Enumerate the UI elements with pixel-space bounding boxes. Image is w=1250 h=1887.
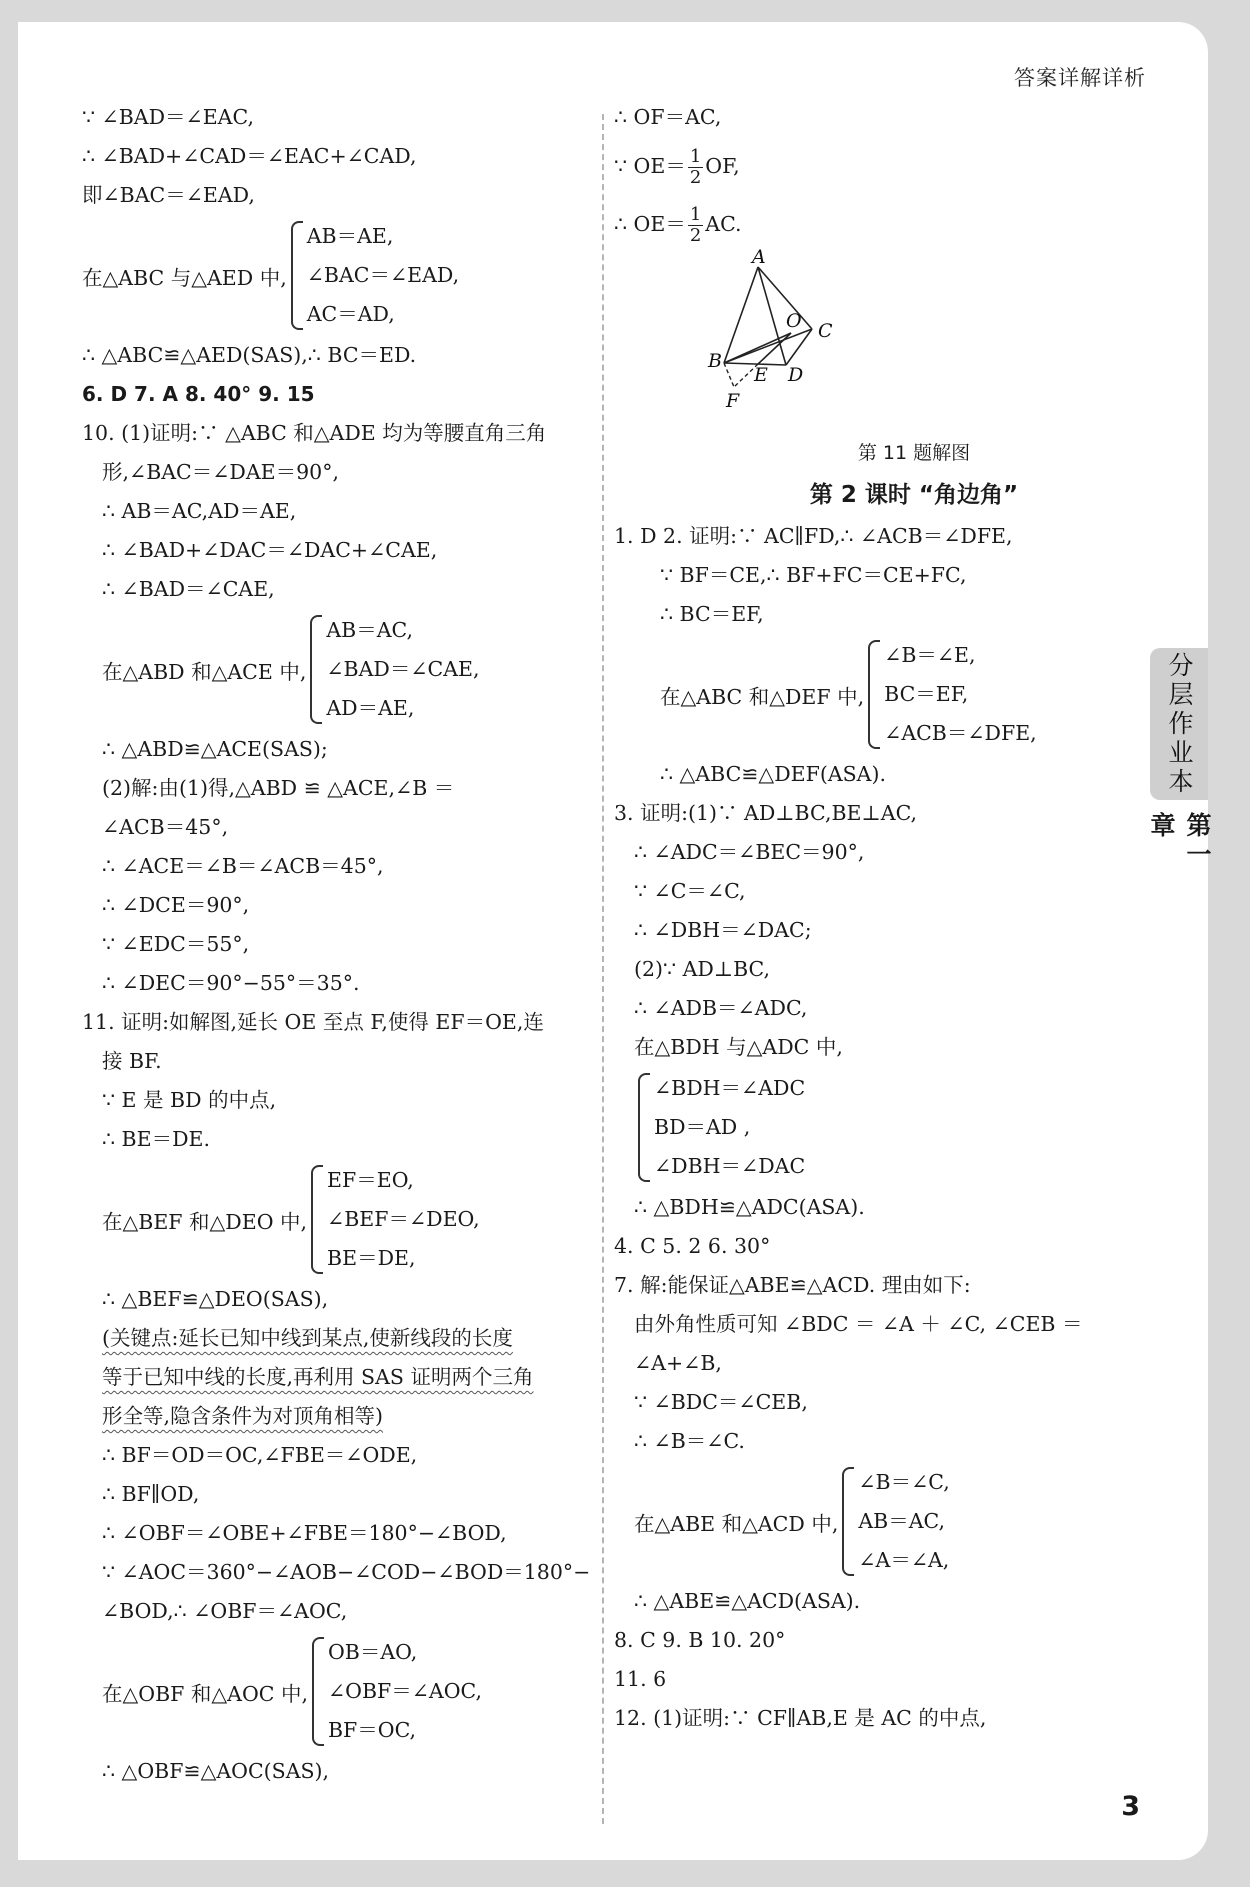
figure-11-diagram <box>614 246 1174 433</box>
left-column <box>82 98 602 1791</box>
text-line: 3. 证明:(1)∵ AD⊥BC,BE⊥AC, <box>614 801 918 825</box>
fraction-post: AC. <box>705 212 742 236</box>
equation-line: ∠ACB＝∠DFE, <box>884 721 1037 745</box>
key-point-line: 等于已知中线的长度,再利用 SAS 证明两个三角 <box>102 1365 534 1389</box>
label-f: F <box>726 390 740 412</box>
equation-line: ∠A＝∠A, <box>858 1548 950 1572</box>
text-line: ∴ ∠OBF＝∠OBE+∠FBE＝180°−∠BOD, <box>102 1521 507 1545</box>
brace <box>842 1467 854 1576</box>
text-line: ∵ ∠AOC＝360°−∠AOB−∠COD−∠BOD＝180°− <box>102 1560 591 1584</box>
right-column <box>614 98 1174 1738</box>
equation-line: AD＝AE, <box>326 696 415 720</box>
fraction-denominator: 2 <box>689 225 702 246</box>
fraction <box>688 147 703 188</box>
fraction-line <box>614 195 1174 253</box>
equation-line: ∠BAC＝∠EAD, <box>306 263 460 287</box>
section-title: 第 2 课时 “角边角” <box>809 482 1019 508</box>
equation-line: ∠BAD＝∠CAE, <box>326 657 480 681</box>
text-line: ∴ ∠BAD+∠CAD＝∠EAC+∠CAD, <box>82 144 417 168</box>
text-line: ∴ ∠B＝∠C. <box>634 1429 745 1453</box>
chapter-text: 第一章 <box>1147 812 1212 870</box>
equation-system <box>82 1633 602 1750</box>
geometry-figure <box>614 246 1174 433</box>
text-line: ∵ ∠BDC＝∠CEB, <box>634 1390 808 1414</box>
text-line: 6. D 7. A 8. 40° 9. 15 <box>82 382 315 406</box>
text-line: ∴ △BEF≌△DEO(SAS), <box>102 1287 329 1311</box>
text-line: 11. 证明:如解图,延长 OE 至点 F,使得 EF＝OE,连 <box>82 1010 544 1034</box>
column-divider <box>602 114 604 1824</box>
text-line: ∴ △ABD≌△ACE(SAS); <box>102 737 328 761</box>
text-line: ∠ACB＝45°, <box>102 815 229 839</box>
fraction-numerator: 1 <box>689 146 702 167</box>
label-d: D <box>788 364 804 386</box>
text-line: ∴ AB＝AC,AD＝AE, <box>102 499 297 523</box>
fraction-line <box>614 137 1174 195</box>
text-line: 即∠BAC＝∠EAD, <box>82 183 255 207</box>
text-line: ∴ BC＝EF, <box>660 602 764 626</box>
equation-system <box>614 636 1174 753</box>
text-line: ∵ ∠EDC＝55°, <box>102 932 250 956</box>
text-line: ∵ BF＝CE,∴ BF+FC＝CE+FC, <box>660 563 967 587</box>
system-equations <box>328 1633 482 1750</box>
text-line: ∴ △BDH≌△ADC(ASA). <box>634 1195 865 1219</box>
equation-line: BD＝AD , <box>654 1115 751 1139</box>
key-point-line: (关键点:延长已知中线到某点,使新线段的长度 <box>102 1326 513 1350</box>
label-a: A <box>752 246 766 268</box>
key-point-line: 形全等,隐含条件为对顶角相等) <box>102 1404 384 1428</box>
system-label: 在△OBF 和△AOC 中, <box>102 1681 308 1706</box>
text-line: ∴ ∠BAD＝∠CAE, <box>102 577 275 601</box>
fraction-denominator: 2 <box>689 167 702 188</box>
equation-system <box>614 1069 1174 1186</box>
figure-caption: 第 11 题解图 <box>857 442 971 464</box>
key-point-note <box>82 1319 602 1436</box>
text-line: ∵ ∠C＝∠C, <box>634 879 746 903</box>
equation-line: AB＝AE, <box>306 224 394 248</box>
system-equations <box>307 217 459 334</box>
equation-line: BE＝DE, <box>327 1246 416 1270</box>
equation-line: ∠DBH＝∠DAC <box>654 1154 806 1178</box>
fraction-numerator: 1 <box>689 204 702 225</box>
text-line: ∴ ∠ADC＝∠BEC＝90°, <box>634 840 865 864</box>
equation-line: AB＝AC, <box>858 1509 945 1533</box>
text-line: ∴ ∠DCE＝90°, <box>102 893 250 917</box>
text-line: ∴ BF∥OD, <box>102 1482 200 1506</box>
brace <box>312 1637 324 1746</box>
text-line: 11. 6 <box>614 1667 667 1691</box>
fraction-post: OF, <box>705 154 740 178</box>
label-e: E <box>754 364 768 386</box>
equation-line: ∠B＝∠C, <box>858 1470 950 1494</box>
equation-system <box>82 1161 602 1278</box>
brace <box>638 1073 650 1182</box>
brace <box>310 615 322 724</box>
equation-line: ∠BEF＝∠DEO, <box>327 1207 480 1231</box>
equation-line: ∠BDH＝∠ADC <box>654 1076 806 1100</box>
text-line: 由外角性质可知 ∠BDC ＝ ∠A ＋ ∠C, ∠CEB ＝ <box>634 1312 1083 1336</box>
system-equations <box>326 611 479 728</box>
text-line: ∠BOD,∴ ∠OBF＝∠AOC, <box>102 1599 348 1623</box>
label-c: C <box>818 320 833 342</box>
equation-system <box>82 611 602 728</box>
text-line: ∵ E 是 BD 的中点, <box>102 1088 277 1112</box>
system-label: 在△ABC 与△AED 中, <box>82 265 287 290</box>
text-line: (2)∵ AD⊥BC, <box>634 957 771 981</box>
fraction <box>688 205 703 246</box>
system-equations <box>654 1069 805 1186</box>
equation-line: BC＝EF, <box>884 682 969 706</box>
text-line: ∴ △OBF≌△AOC(SAS), <box>102 1759 330 1783</box>
text-line: 接 BF. <box>102 1049 162 1073</box>
equation-line: ∠B＝∠E, <box>884 643 976 667</box>
text-line: ∴ ∠ACE＝∠B＝∠ACB＝45°, <box>102 854 384 878</box>
system-equations <box>327 1161 480 1278</box>
text-line: 7. 解:能保证△ABE≌△ACD. 理由如下: <box>614 1273 971 1297</box>
equation-line: AC＝AD, <box>306 302 395 326</box>
text-line: ∴ △ABC≌△AED(SAS),∴ BC＝ED. <box>82 343 417 367</box>
line-ab <box>724 267 758 363</box>
chapter-label <box>1147 812 1212 892</box>
side-tab <box>1150 648 1208 800</box>
text-line: ∴ ∠ADB＝∠ADC, <box>634 996 808 1020</box>
answer-page <box>18 22 1212 1860</box>
text-line: (2)解:由(1)得,△ABD ≌ △ACE,∠B ＝ <box>102 776 455 800</box>
equation-system <box>82 217 602 334</box>
text-line: ∴ △ABC≌△DEF(ASA). <box>660 762 886 786</box>
equation-line: AB＝AC, <box>326 618 413 642</box>
system-label: 在△ABE 和△ACD 中, <box>634 1511 839 1536</box>
page-number: 3 <box>1121 1791 1140 1822</box>
text-line: 12. (1)证明:∵ CF∥AB,E 是 AC 的中点, <box>614 1706 987 1730</box>
text-line: ∴ ∠BAD+∠DAC＝∠DAC+∠CAE, <box>102 538 438 562</box>
label-o: O <box>786 310 802 332</box>
side-tab-label: 分层作业本 <box>1165 651 1194 797</box>
text-line: 1. D 2. 证明:∵ AC∥FD,∴ ∠ACB＝∠DFE, <box>614 524 1013 548</box>
text-line: ∠A+∠B, <box>634 1351 722 1375</box>
text-line: 4. C 5. 2 6. 30° <box>614 1234 771 1258</box>
text-line: ∴ BE＝DE. <box>102 1127 211 1151</box>
equation-line: ∠OBF＝∠AOC, <box>327 1679 483 1703</box>
text-line: ∴ ∠DEC＝90°−55°＝35°. <box>102 971 360 995</box>
system-equations <box>858 1463 949 1580</box>
system-label: 在△BEF 和△DEO 中, <box>102 1209 308 1234</box>
text-line: ∴ △ABE≌△ACD(ASA). <box>634 1589 861 1613</box>
text-line: 在△BDH 与△ADC 中, <box>634 1035 843 1059</box>
fraction-pre: ∵ OE＝ <box>614 154 686 178</box>
line-bf-dashed <box>724 363 734 387</box>
equation-line: EF＝EO, <box>327 1168 414 1192</box>
text-line: ∴ ∠DBH＝∠DAC; <box>634 918 812 942</box>
brace <box>291 221 303 330</box>
text-line: 形,∠BAC＝∠DAE＝90°, <box>102 460 339 484</box>
system-equations <box>884 636 1037 753</box>
page-header: 答案详解详析 <box>1014 66 1146 90</box>
equation-system <box>614 1463 1174 1580</box>
equation-line: OB＝AO, <box>327 1640 418 1664</box>
brace <box>311 1165 323 1274</box>
system-label: 在△ABC 和△DEF 中, <box>660 684 865 709</box>
label-b: B <box>708 350 722 372</box>
fraction-pre: ∴ OE＝ <box>614 212 686 236</box>
text-line: ∵ ∠BAD＝∠EAC, <box>82 105 254 129</box>
text-line: 10. (1)证明:∵ △ABC 和△ADE 均为等腰直角三角 <box>82 421 547 445</box>
equation-line: BF＝OC, <box>327 1718 417 1742</box>
system-label: 在△ABD 和△ACE 中, <box>102 659 307 684</box>
brace <box>868 640 880 749</box>
text-line: 8. C 9. B 10. 20° <box>614 1628 786 1652</box>
text-line: ∴ OF＝AC, <box>614 105 722 129</box>
text-line: ∴ BF＝OD＝OC,∠FBE＝∠ODE, <box>102 1443 418 1467</box>
